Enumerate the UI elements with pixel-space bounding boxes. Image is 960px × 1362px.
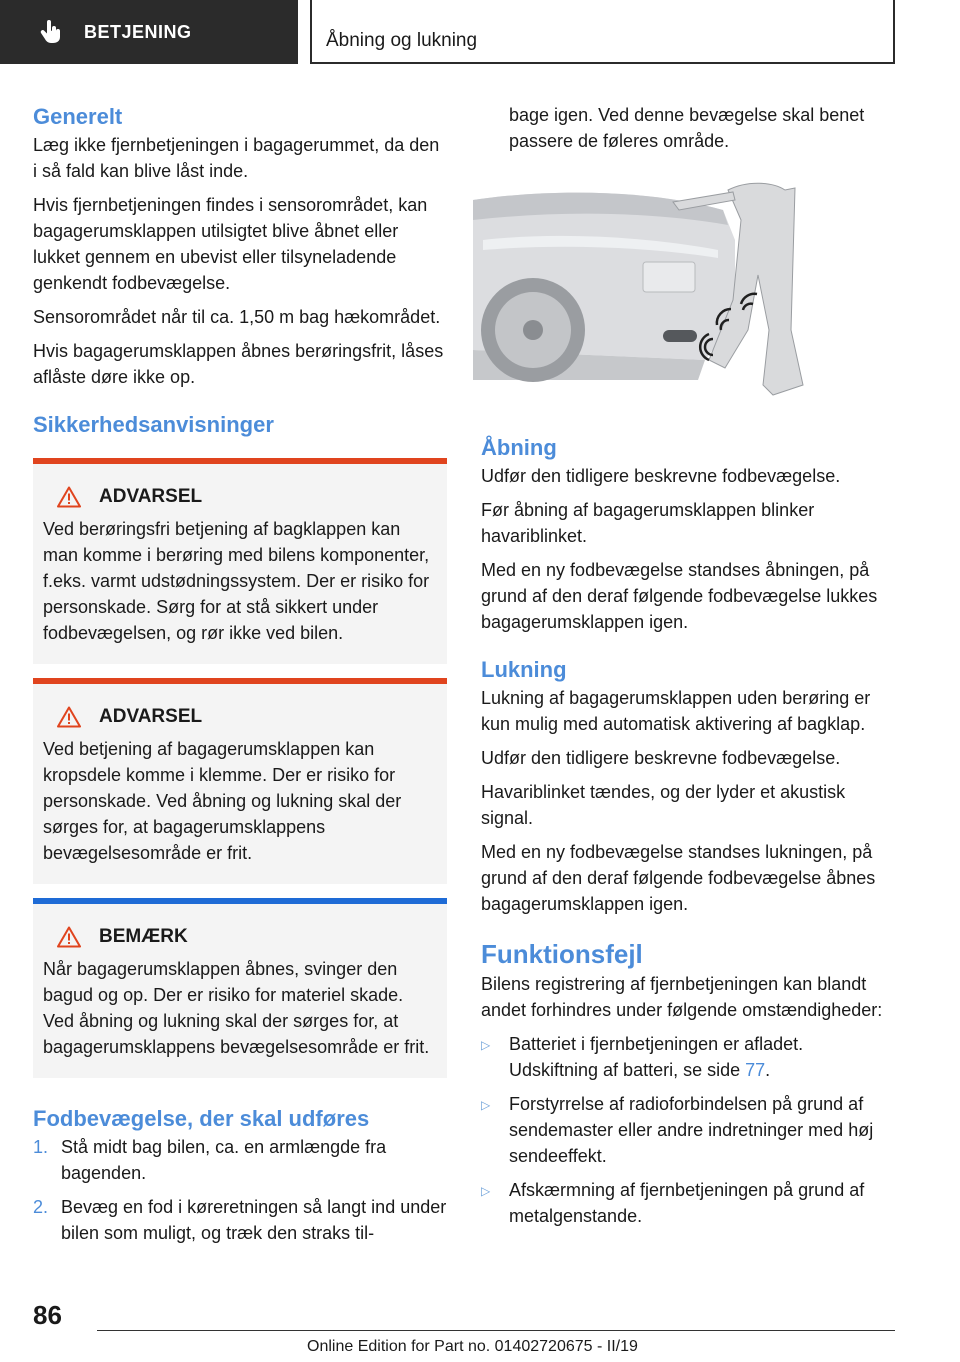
footer-divider (97, 1330, 895, 1331)
left-column (33, 102, 447, 1254)
hand-pointer-icon (38, 19, 64, 45)
bullet-text: Afskærmning af fjernbetjeningen på grund af metalgenstande. (509, 1180, 865, 1226)
note-box (33, 898, 447, 1078)
paragraph: Havariblinket tændes, og der lyder et akustisk signal. (481, 782, 846, 828)
triangle-bullet-icon: ▷ (481, 1098, 491, 1112)
paragraph: Læg ikke fjernbetjeningen i bagagerummet, da den i så fald kan blive låst inde. (33, 135, 440, 181)
list-item (33, 1194, 447, 1246)
warning-box (33, 678, 447, 884)
step-number: 1. (33, 1137, 49, 1157)
warning-box (33, 458, 447, 664)
page-title: Åbning og lukning (326, 30, 478, 51)
section-label: BETJENING (84, 21, 192, 42)
funktionsfejl-heading: Funktionsfejl (481, 939, 643, 969)
list-item (481, 1091, 897, 1169)
lukning-heading: Lukning (481, 657, 567, 682)
header-underline (310, 62, 895, 64)
page-header (0, 0, 960, 66)
paragraph: Lukning af bagagerumsklappen uden berøring er kun mulig med automatisk aktivering af bagklap. (481, 688, 871, 734)
generelt-heading: Generelt (33, 104, 123, 129)
aabning-heading: Åbning (481, 435, 557, 460)
step-text: Stå midt bag bilen, ca. en armlængde fra bagenden. (61, 1137, 387, 1183)
paragraph: Hvis bagagerumsklappen åbnes berøringsfrit, låses aflåste døre ikke op. (33, 341, 444, 387)
header-divider-right (893, 0, 895, 64)
bullet-text: Forstyrrelse af radioforbindelsen på grund af sendemaster eller andre indretninger med høj sendeeffekt. (509, 1094, 874, 1166)
step-list (33, 1134, 447, 1246)
page-link[interactable]: 77 (745, 1060, 766, 1080)
warning-triangle-icon (57, 706, 81, 728)
section-tab (0, 0, 298, 64)
paragraph: Sensorområdet når til ca. 1,50 m bag hækområdet. (33, 307, 441, 327)
foot-gesture-illustration (473, 180, 829, 402)
warning-text: Ved berøringsfri betjening af bagklappen kan man komme i berøring med bilens komponenter, f.eks. varmt udstødningssystem. Der er risiko for personskade. Sørg for at stå sikkert under fodbevægelsen, og rør ikke ved bilen. (43, 519, 430, 643)
note-title: BEMÆRK (99, 926, 188, 947)
paragraph: Før åbning af bagagerumsklappen blinker havariblinket. (481, 500, 815, 546)
paragraph: Med en ny fodbevægelse standses lukningen, på grund af den deraf følgende fodbevægelse åbnes bagagerumsklappen igen. (481, 842, 876, 914)
edition-text: Online Edition for Part no. 01402720675 - II/19 (307, 1338, 638, 1355)
bullet-text: Batteriet i fjernbetjeningen er afladet. Udskiftning af batteri, se side (509, 1034, 804, 1080)
note-text: Når bagagerumsklappen åbnes, svinger den bagud og op. Der er risiko for materiel skade. Ved åbning og lukning skal der sørges for, at bagagerumsklappens bevægelsesområde er frit. (43, 959, 430, 1057)
warning-title: ADVARSEL (99, 706, 203, 727)
triangle-bullet-icon: ▷ (481, 1038, 491, 1052)
step-number: 2. (33, 1197, 49, 1217)
paragraph: Udfør den tidligere beskrevne fodbevægelse. (481, 748, 841, 768)
warning-text: Ved betjening af bagagerumsklappen kan kropsdele komme i klemme. Der er risiko for personskade. Ved åbning og lukning skal der sørges for, at bagagerumsklappens bevægelsesområde er frit. (43, 739, 402, 863)
list-item (481, 1177, 897, 1229)
warning-triangle-icon (57, 486, 81, 508)
fodbevaegelse-heading: Fodbevægelse, der skal udføres (33, 1106, 370, 1131)
paragraph: Udfør den tidligere beskrevne fodbevægelse. (481, 466, 841, 486)
safety-heading: Sikkerhedsanvisninger (33, 412, 274, 437)
paragraph: Med en ny fodbevægelse standses åbningen, på grund af den deraf følgende fodbevægelse lukkes bagagerumsklappen igen. (481, 560, 878, 632)
paragraph: Hvis fjernbetjeningen findes i sensorområdet, kan bagagerumsklappen utilsigtet blive åbnet eller lukket gennem en ubevist eller tilsyneladende genkendt fodbevægelse. (33, 195, 428, 293)
page-number: 86 (33, 1300, 62, 1330)
step-continuation: bage igen. Ved denne bevægelse skal benet passere de føleres område. (509, 105, 865, 151)
paragraph: Bilens registrering af fjernbetjeningen kan blandt andet forhindres under følgende omstændigheder: (481, 974, 883, 1020)
triangle-bullet-icon: ▷ (481, 1184, 491, 1198)
list-item (481, 1031, 897, 1083)
list-item (33, 1134, 447, 1186)
header-divider (310, 0, 312, 64)
bullet-text-end: . (765, 1060, 771, 1080)
step-text: Bevæg en fod i køreretningen så langt ind under bilen som muligt, og træk den straks til- (61, 1197, 447, 1243)
right-column (481, 102, 897, 1237)
warning-title: ADVARSEL (99, 486, 203, 507)
warning-triangle-icon (57, 926, 81, 948)
